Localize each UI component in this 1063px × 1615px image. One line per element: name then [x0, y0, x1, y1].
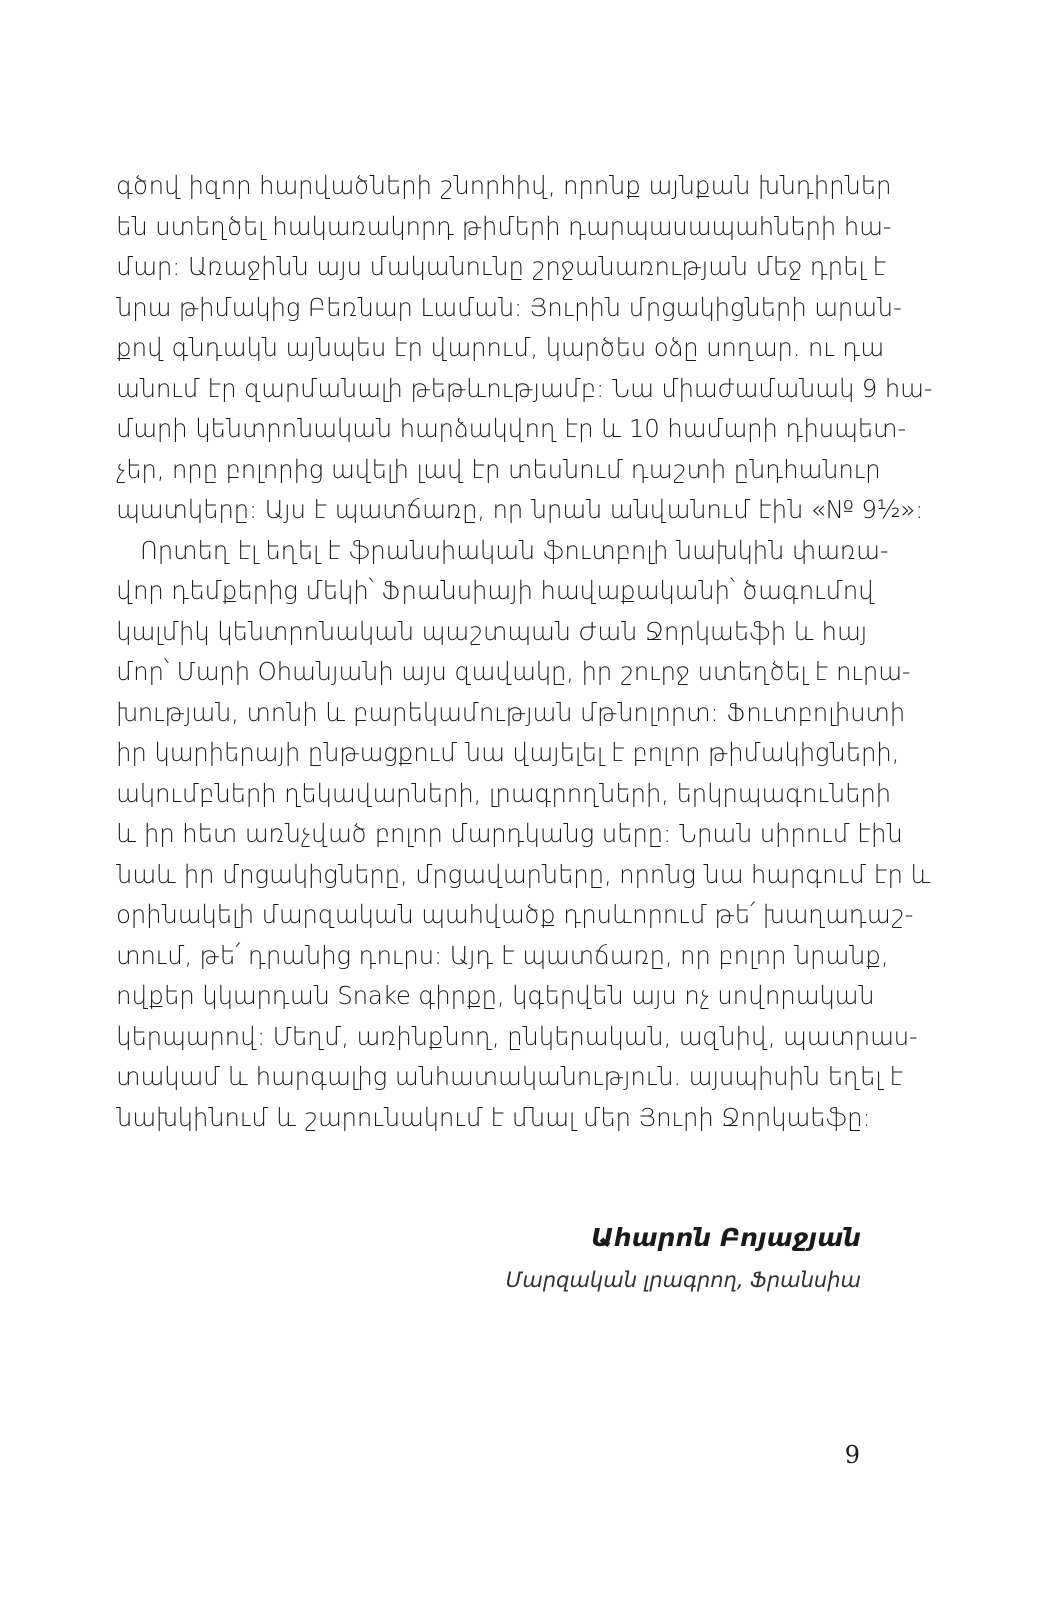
text-line: չեր, որը բոլորից ավելի լավ էր տեսնում դաշտի ընդհանուր — [116, 454, 881, 484]
author-role: Մարզական լրագրող, Ֆրանսիա — [505, 1268, 861, 1292]
text-line: խության, տոնի և բարեկամության մթնոլորտ: Ֆուտբոլիստի — [116, 697, 906, 727]
text-line: իր կարիերայի ընթացքում նա վայելել է բոլոր թիմակիցների, — [116, 738, 900, 767]
paragraph-end-line: նախկինում և շարունակում է մնալ մեր Յուրի Ջորկաեֆը: — [116, 1102, 871, 1132]
author-name: Ահարոն Բոյաջյան — [591, 1223, 861, 1252]
text-line: տակամ և հարգալից անհատականություն. այսպիսին եղել է — [116, 1062, 904, 1091]
paragraph-start-line: Որտեղ էլ եղել է ֆրանսիական ֆուտբոլի նախկին փառա- — [140, 535, 889, 565]
text-line: նրա թիմակից Բեռնար Լաման: Յուրին մրցակիցների արան- — [116, 292, 902, 322]
text-line: տում, թե՛ դրանից դուրս: Այդ է պատճառը, որ բոլոր նրանք, — [116, 940, 889, 970]
text-line: նաև իր մրցակիցները, մրցավարները, որոնց նա հարգում էր և — [116, 859, 931, 889]
text-line: քով գնդակն այնպես էր վարում, կարծես օձը սողար. ու դա — [116, 333, 884, 362]
text-line: և իր հետ առնչված բոլոր մարդկանց սերը: Նրան սիրում էին — [116, 819, 903, 848]
text-line: գծով իզոր հարվածների շնորհիվ, որոնք այնքան խնդիրներ — [116, 171, 892, 200]
page-number: 9 — [844, 1441, 860, 1469]
text-line: մար: Առաջինն այս մականունը շրջանառության մեջ դրել է — [116, 252, 887, 281]
paragraph-end-line: պատկերը: Այս է պատճառը, որ նրան անվանում էին «№ 9½»: — [116, 495, 924, 524]
text-line: վոր դեմքերից մեկի՝ Ֆրանսիայի հավաքականի՝ ծագումով — [116, 576, 875, 605]
text-line: են ստեղծել հակառակորդ թիմերի դարպասապահների հա- — [116, 211, 892, 241]
text-line: ովքեր կկարդան Snake գիրքը, կգերվեն այս ոչ սովորական — [116, 981, 875, 1010]
text-line: կալմիկ կենտրոնական պաշտպան Ժան Ջորկաեֆի և հայ — [116, 616, 868, 646]
text-line: մոր՝ Մարի Օհանյանի այս զավակը, իր շուրջ ստեղծել է ուրա- — [116, 657, 911, 686]
text-line: անում էր զարմանալի թեթևությամբ: Նա միաժամանակ 9 հա- — [116, 373, 933, 403]
body-text — [116, 166, 933, 1138]
text-line: մարի կենտրոնական հարձակվող էր և 10 համարի դիսպետ- — [116, 414, 906, 443]
text-line: օրինակելի մարզական պահվածք դրսևորում թե՛ խաղադաշ- — [116, 900, 914, 929]
text-line: կերպարով: Մեղմ, առինքնող, ընկերական, ազնիվ, պատրաս- — [116, 1021, 918, 1051]
signature-block — [506, 1218, 861, 1298]
text-line: ակումբների ղեկավարների, լրագրողների, երկրպագուների — [116, 778, 891, 808]
